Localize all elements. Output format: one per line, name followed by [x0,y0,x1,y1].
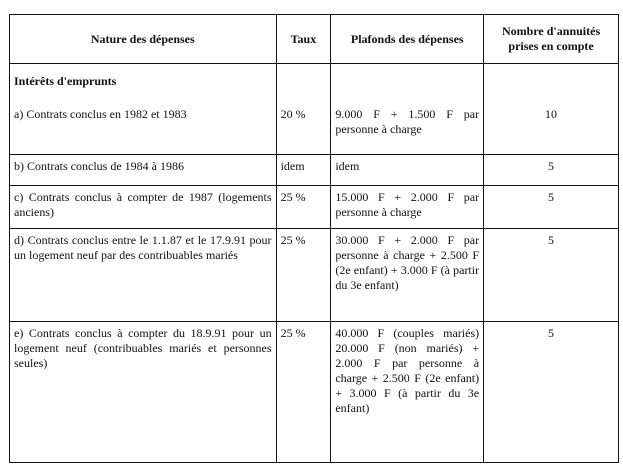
annuites-text: 10 [545,107,558,121]
nature-cell: d) Contrats conclus entre le 1.1.87 et le 17.9.91 pour un logement neuf par des contribuables mariés [10,229,277,322]
nature-cell: c) Contrats conclus à compter de 1987 (logements anciens) [10,186,277,229]
annuites-cell [484,64,619,155]
plafond-cell [331,229,484,322]
plafond-text: 15.000 F + 2.000 F par personne à charge [335,190,480,219]
taux-text: 20 % [280,107,306,121]
nature-text: a) Contrats conclus en 1982 et 1983 [14,107,187,121]
taux-cell: 25 % [276,186,331,229]
expenses-table [9,14,619,463]
table-row [10,322,619,463]
header-annuites: Nombre d'annuités prises en compte [484,15,619,64]
nature-cell: e) Contrats conclus à compter du 18.9.91 pour un logement neuf (contribuables mariés et personnes seules) [10,322,277,463]
taux-cell: 25 % [276,229,331,322]
table-row [10,64,619,155]
plafond-cell [331,186,484,229]
table-row [10,186,619,229]
header-taux: Taux [276,15,331,64]
section-heading: Intérêts d'emprunts [14,74,117,88]
plafond-text: 9.000 F + 1.500 F par personne à charge [335,107,480,136]
taux-cell: idem [276,155,331,186]
annuites-cell: 5 [484,155,619,186]
taux-cell [276,64,331,155]
annuites-cell: 5 [484,186,619,229]
table-row [10,155,619,186]
plafond-cell [331,64,484,155]
plafond-text: 40.000 F (couples mariés) 20.000 F (non mariés) + 2.000 F par personne à charge + 2.500 F (2e enfant) + 3.000 F (à partir du 3e enfant) [335,326,480,415]
header-row [10,15,619,64]
annuites-cell: 5 [484,322,619,463]
taux-cell: 25 % [276,322,331,463]
table-row [10,229,619,322]
nature-cell [10,64,277,155]
annuites-cell: 5 [484,229,619,322]
plafond-cell [331,155,484,186]
plafond-cell [331,322,484,463]
plafond-text: idem [335,159,360,173]
header-nature: Nature des dépenses [10,15,277,64]
plafond-text: 30.000 F + 2.000 F par personne à charge + 2.500 F (2e enfant) + 3.000 F (à partir du 3e enfant) [335,233,480,292]
header-plafonds: Plafonds des dépenses [331,15,484,64]
nature-cell: b) Contrats conclus de 1984 à 1986 [10,155,277,186]
